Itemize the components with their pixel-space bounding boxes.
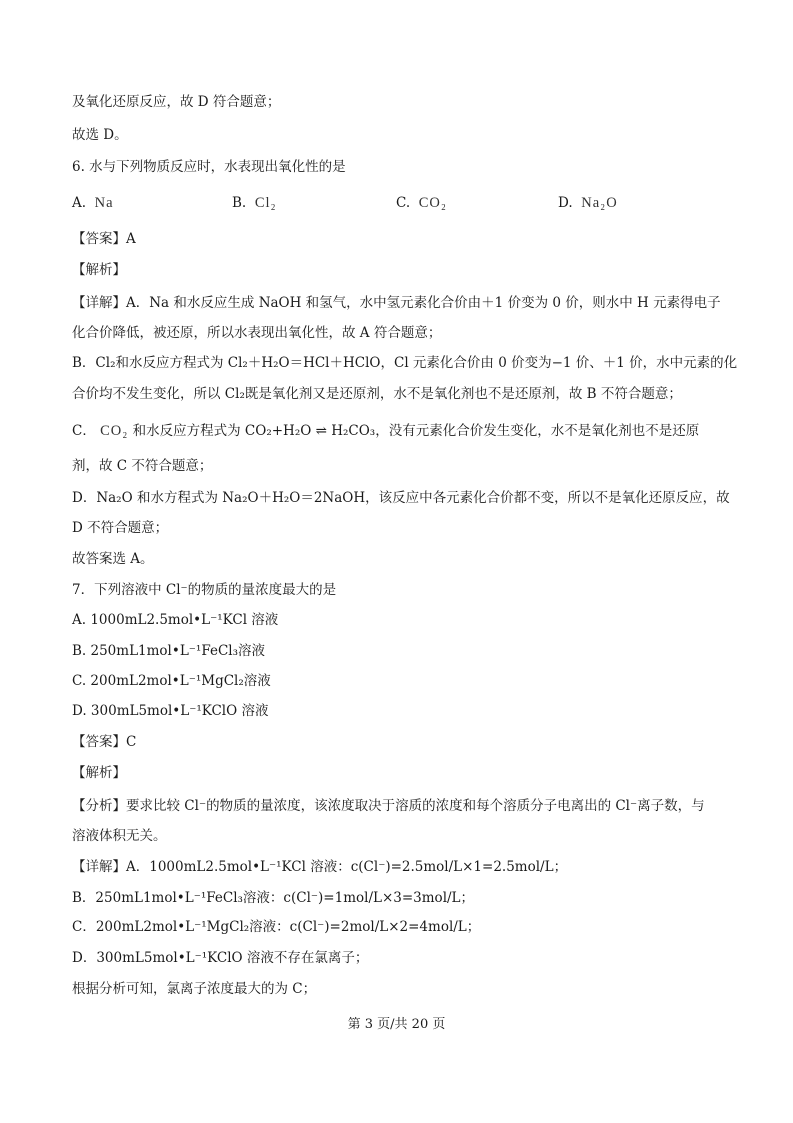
q7-analysis-heading: 【解析】 — [72, 765, 126, 781]
q7-detail-c: C．200mL2mol•L⁻¹MgCl₂溶液：c(Cl⁻)=2mol/L×2=4mol/L； — [72, 919, 481, 935]
q6-detail-c-2: 剂，故 C 不符合题意； — [72, 458, 213, 474]
q6-detail-a-2: 化合价降低，被还原，所以水表现出氧化性，故 A 符合题意； — [72, 325, 442, 341]
q7-detail-b: B．250mL1mol•L⁻¹FeCl₃溶液：c(Cl⁻)=1mol/L×3=3mol/L； — [72, 890, 475, 906]
option-letter: D. — [558, 195, 573, 211]
page-footer: 第 3 页/共 20 页 — [347, 1017, 446, 1032]
q6-detail-b-2: 合价均不发生变化，所以 Cl₂既是氧化剂又是还原剂，水不是氧化剂也不是还原剂，故 B 不符合题意； — [72, 386, 682, 402]
q6-answer: 【答案】A — [72, 231, 136, 247]
q7-conclusion: 根据分析可知，氯离子浓度最大的为 C； — [72, 981, 317, 997]
q6-option-a — [72, 193, 114, 213]
q6-detail-d-2: D 不符合题意； — [72, 520, 169, 536]
q6-analysis-heading: 【解析】 — [72, 262, 126, 278]
line-2: 故选 D。 — [72, 127, 128, 143]
q7-analysis-2: 溶液体积无关。 — [72, 828, 167, 844]
q7-answer: 【答案】C — [72, 734, 137, 750]
detail-formula: CO₂ — [100, 423, 129, 439]
detail-prefix: C． — [72, 423, 96, 439]
option-formula: Cl₂ — [254, 195, 277, 211]
q7-option-c: C. 200mL2mol•L⁻¹MgCl₂溶液 — [72, 673, 271, 689]
option-formula: Na — [94, 195, 114, 211]
option-formula: Na₂O — [581, 195, 618, 211]
q7-detail-a: 【详解】A．1000mL2.5mol•L⁻¹KCl 溶液：c(Cl⁻)=2.5mol/L×1=2.5mol/L； — [72, 859, 568, 875]
q6-detail-a-1: 【详解】A．Na 和水反应生成 NaOH 和氢气，水中氢元素化合价由＋1 价变为 0 价，则水中 H 元素得电子 — [72, 295, 721, 311]
q6-detail-c-1 — [72, 421, 699, 441]
q6-option-b — [232, 193, 277, 213]
question-7-stem: 7．下列溶液中 Cl⁻的物质的量浓度最大的是 — [72, 582, 337, 598]
q7-option-b: B. 250mL1mol•L⁻¹FeCl₃溶液 — [72, 643, 266, 659]
q6-detail-b-1: B．Cl₂和水反应方程式为 Cl₂＋H₂O＝HCl＋HClO，Cl 元素化合价由 0 价变为−1 价、＋1 价，水中元素的化 — [72, 355, 738, 371]
option-formula: CO₂ — [418, 195, 447, 211]
question-6-stem: 6. 水与下列物质反应时，水表现出氧化性的是 — [72, 159, 346, 175]
option-letter: C. — [396, 195, 411, 211]
q6-option-d — [558, 193, 618, 213]
detail-text: 和水反应方程式为 CO₂+H₂O ⇌ H₂CO₃，没有元素化合价发生变化，水不是氧化剂也不是还原 — [132, 423, 700, 439]
q7-detail-d: D．300mL5mol•L⁻¹KClO 溶液不存在氯离子； — [72, 950, 369, 966]
q7-analysis-1: 【分析】要求比较 Cl⁻的物质的量浓度，该浓度取决于溶质的浓度和每个溶质分子电离出的 Cl⁻离子数，与 — [72, 798, 705, 814]
q6-detail-d-1: D．Na₂O 和水方程式为 Na₂O＋H₂O＝2NaOH，该反应中各元素化合价都不变，所以不是氧化还原反应，故 — [72, 490, 730, 506]
q6-conclusion: 故答案选 A。 — [72, 551, 154, 567]
q7-option-d: D. 300mL5mol•L⁻¹KClO 溶液 — [72, 703, 269, 719]
option-letter: A. — [72, 195, 87, 211]
q6-option-c — [396, 193, 447, 213]
q7-option-a: A. 1000mL2.5mol•L⁻¹KCl 溶液 — [72, 612, 279, 628]
line-1: 及氧化还原反应，故 D 符合题意； — [72, 94, 281, 110]
option-letter: B. — [232, 195, 247, 211]
